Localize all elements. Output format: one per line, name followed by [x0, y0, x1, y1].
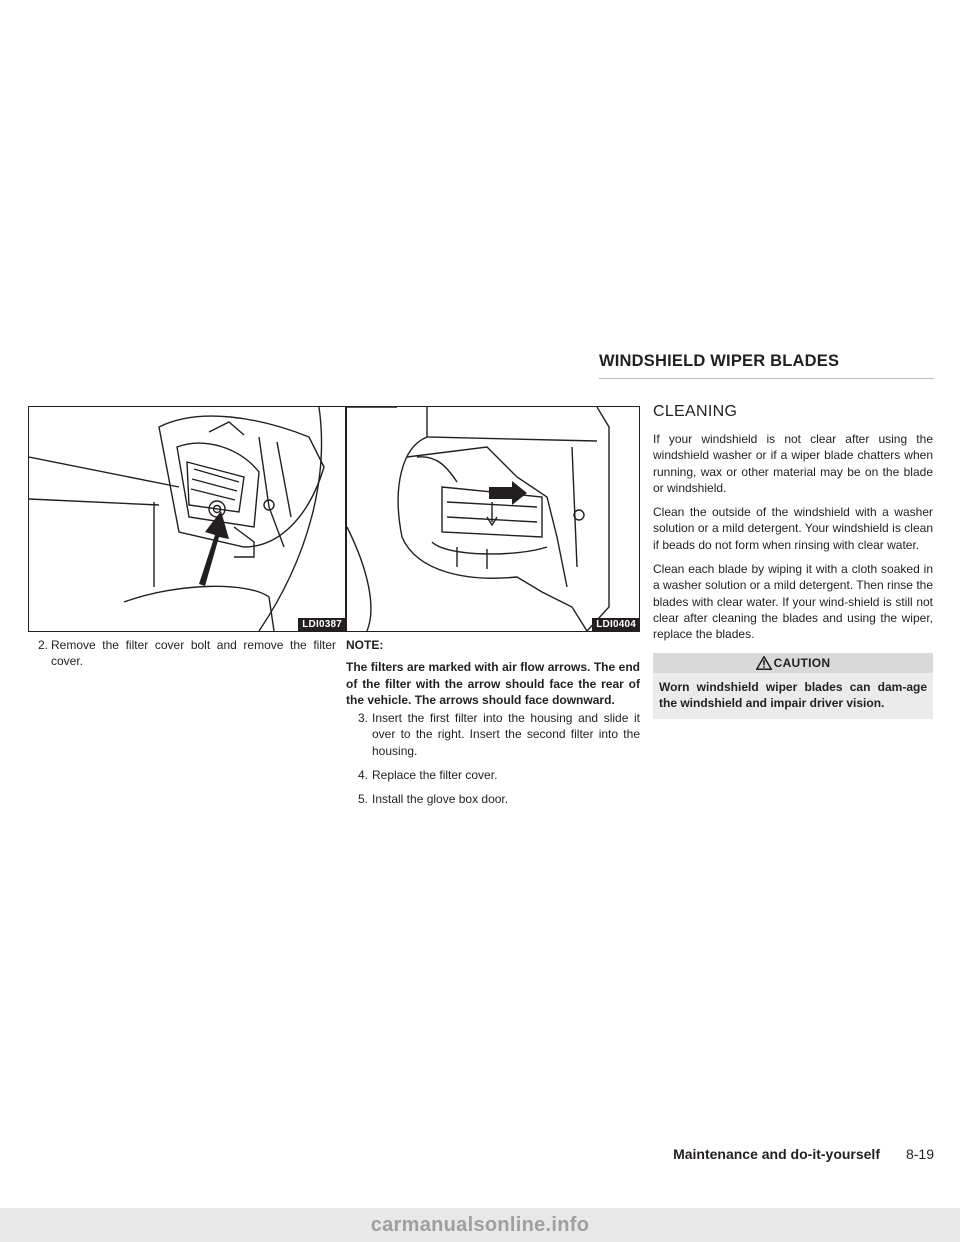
left-column	[38, 637, 336, 670]
middle-column	[346, 637, 640, 816]
filter-cover-illustration	[29, 407, 345, 631]
right-column	[653, 403, 933, 719]
footer-section-title: Maintenance and do-it-yourself	[673, 1146, 880, 1162]
paragraph: Clean each blade by wiping it with a cloth soaked in a washer solution or a mild detergent. Then rinse the blades with clear water. If your wind-shield is still not clear after cleaning the blades and using the wiper, replace the blades.	[653, 562, 933, 642]
watermark: carmanualsonline.info	[0, 1208, 960, 1242]
step-text: Replace the filter cover.	[372, 768, 498, 783]
step-text: Insert the first filter into the housing and slide it over to the right. Insert the second filter into the housing.	[372, 711, 640, 758]
note-heading: NOTE:	[346, 638, 384, 652]
step-number: 3.	[358, 711, 369, 726]
caution-text: Worn windshield wiper blades can dam-age the windshield and impair driver vision.	[653, 673, 933, 720]
figure-label: LDI0404	[592, 618, 639, 631]
list-item	[358, 791, 640, 807]
step-number: 2.	[38, 638, 49, 652]
step-number: 5.	[358, 792, 369, 807]
page-number: 8-19	[905, 1146, 934, 1162]
figure-label: LDI0387	[298, 618, 345, 631]
warning-triangle-icon	[756, 656, 772, 670]
subheading-cleaning: CLEANING	[653, 403, 738, 420]
air-flow-arrow-icon	[489, 481, 527, 505]
figure-filter-housing	[346, 406, 640, 632]
step-text: Remove the filter cover bolt and remove the filter cover.	[51, 638, 336, 669]
section-title: WINDSHIELD WIPER BLADES	[599, 352, 840, 370]
paragraph: Clean the outside of the windshield with a washer solution or a mild detergent. Your windshield is clean if beads do not form when rinsing with clear water.	[653, 505, 933, 552]
step-text: Install the glove box door.	[372, 792, 509, 807]
list-item	[358, 767, 640, 783]
filter-housing-illustration	[347, 407, 639, 631]
list-item	[358, 710, 640, 759]
paragraph: If your windshield is not clear after using the windshield washer or if a wiper blade chatters when running, wax or other material may be on the blade or windshield.	[653, 432, 933, 495]
note-body: The filters are marked with air flow arrows. The end of the filter with the arrow should face the rear of the vehicle. The arrows should face downward.	[346, 660, 640, 707]
list-item	[38, 637, 336, 670]
caution-box	[653, 653, 933, 720]
caution-header	[653, 653, 933, 673]
figure-filter-cover	[28, 406, 346, 632]
caution-label: CAUTION	[773, 655, 831, 670]
section-rule	[599, 378, 934, 379]
step-number: 4.	[358, 768, 369, 783]
step-list	[346, 710, 640, 807]
